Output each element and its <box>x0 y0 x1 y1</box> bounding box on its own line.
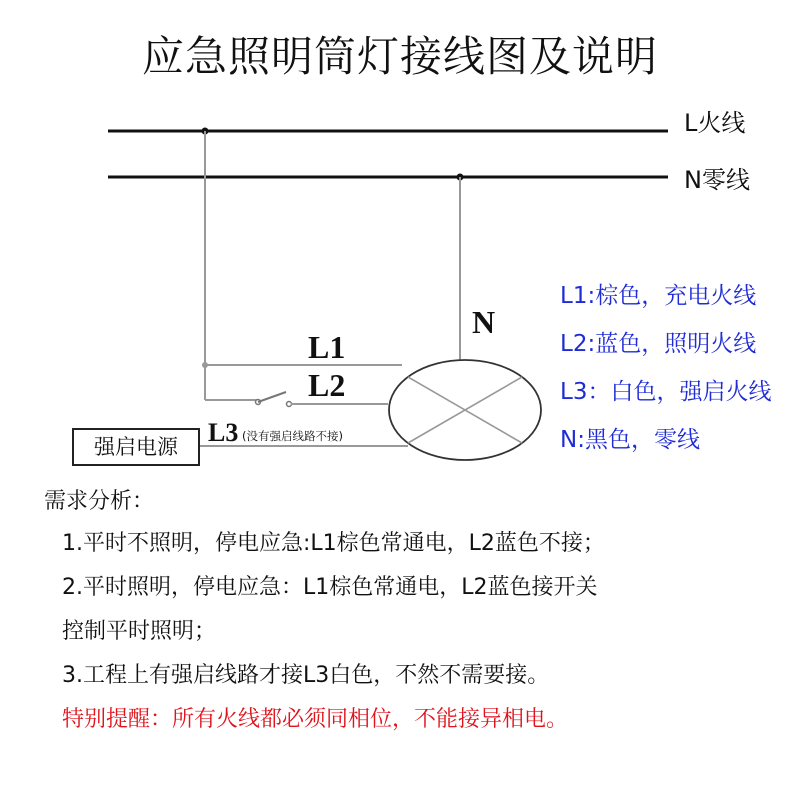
switch-blade <box>258 392 286 402</box>
terminal-label-l3: L3 <box>208 418 239 447</box>
legend-item-l2: L2:蓝色，照明火线 <box>560 331 757 357</box>
page-title: 应急照明筒灯接线图及说明 <box>141 32 658 81</box>
requirement-item-1: 1.平时不照明，停电应急:L1棕色常通电，L2蓝色不接； <box>62 531 605 556</box>
terminal-label-l2: L2 <box>308 367 346 403</box>
requirement-item-2-cont: 控制平时照明； <box>62 619 217 644</box>
requirements-heading: 需求分析： <box>44 489 155 514</box>
legend-item-l3: L3：白色，强启火线 <box>560 379 772 405</box>
legend-item-l1: L1:棕色，充电火线 <box>560 283 757 309</box>
warning-note: 特别提醒：所有火线都必须同相位，不能接异相电。 <box>62 707 569 732</box>
requirement-item-2: 2.平时照明，停电应急：L1棕色常通电，L2蓝色接开关 <box>62 575 598 600</box>
wire-color-legend <box>560 272 771 464</box>
legend-item-n: N:黑色，零线 <box>560 427 700 453</box>
emergency-power-source-box: 强启电源 <box>72 428 200 466</box>
terminal-label-l1: L1 <box>308 329 346 365</box>
requirement-item-3: 3.工程上有强启线路才接L3白色，不然不需要接。 <box>62 663 550 688</box>
requirements-section <box>44 482 784 740</box>
live-line-label: L火线 <box>684 109 746 137</box>
neutral-line-label: N零线 <box>684 166 750 194</box>
switch-contact-right <box>287 402 292 407</box>
l3-note: (没有强启线路不接) <box>242 429 343 443</box>
terminal-label-n: N <box>472 304 496 340</box>
